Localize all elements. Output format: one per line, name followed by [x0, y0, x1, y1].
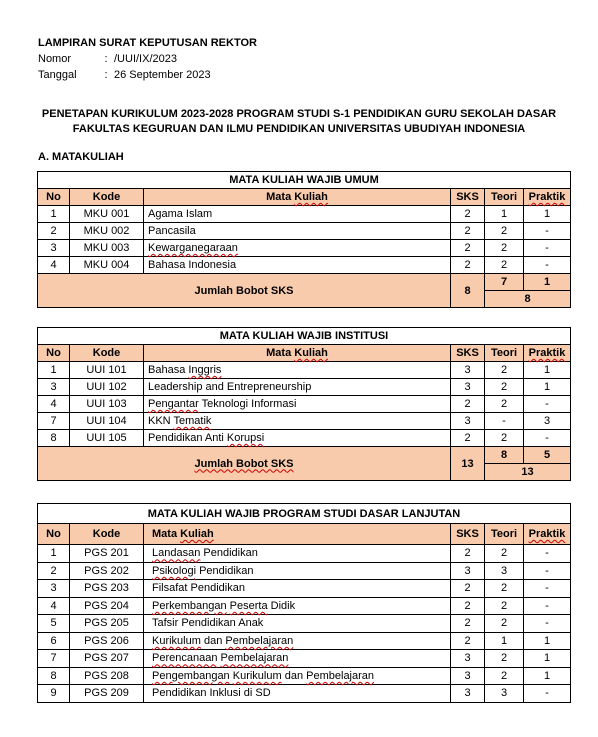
- cell-praktik: 1: [524, 362, 571, 379]
- cell-sks: 2: [451, 545, 485, 563]
- col-praktik-word: Praktik: [528, 347, 566, 359]
- cell-mata-kuliah: Agama Islam: [144, 206, 451, 223]
- cell-mata-kuliah: Pancasila: [144, 223, 451, 240]
- cell-sks: 3: [451, 667, 485, 685]
- cell-teori: 2: [485, 667, 524, 685]
- cell-sks: 3: [451, 562, 485, 580]
- cell-no: 7: [38, 413, 70, 430]
- table-wajib-institusi: [37, 327, 571, 481]
- col-mata-kuliah: Mata Kuliah: [144, 345, 451, 362]
- table-row: [38, 413, 571, 430]
- col-kode: Kode: [70, 524, 144, 545]
- cell-teori: 1: [485, 632, 524, 650]
- cell-mata-kuliah: Pengembangan Kurikulum dan Pembelajaran: [144, 667, 451, 685]
- cell-mata-kuliah: Bahasa Indonesia: [144, 257, 451, 274]
- cell-kode: UUI 103: [70, 396, 144, 413]
- col-praktik: [524, 524, 571, 545]
- cell-sks: 2: [451, 597, 485, 615]
- cell-kode: MKU 002: [70, 223, 144, 240]
- document-title: [0, 107, 598, 137]
- cell-teori: 2: [485, 615, 524, 633]
- cell-teori: 2: [485, 379, 524, 396]
- cell-praktik: -: [524, 240, 571, 257]
- total-combined: 8: [485, 291, 571, 308]
- cell-kode: PGS 203: [70, 580, 144, 598]
- col-mata-kuliah-word: Kuliah: [180, 528, 214, 540]
- cell-no: 4: [38, 257, 70, 274]
- cell-teori: 2: [485, 240, 524, 257]
- cell-teori: 2: [485, 545, 524, 563]
- cell-praktik: -: [524, 396, 571, 413]
- cell-praktik: -: [524, 615, 571, 633]
- tanggal-line: [38, 67, 257, 83]
- cell-teori: 2: [485, 580, 524, 598]
- table-row: [38, 650, 571, 668]
- cell-kode: PGS 201: [70, 545, 144, 563]
- table-row: [38, 362, 571, 379]
- cell-no: 8: [38, 667, 70, 685]
- cell-teori: 3: [485, 685, 524, 703]
- cell-teori: 2: [485, 362, 524, 379]
- cell-sks: 2: [451, 632, 485, 650]
- letter-title: LAMPIRAN SURAT KEPUTUSAN REKTOR: [38, 37, 257, 49]
- table-row: [38, 206, 571, 223]
- cell-teori: 2: [485, 257, 524, 274]
- nomor-colon: :: [104, 53, 108, 65]
- cell-kode: PGS 207: [70, 650, 144, 668]
- cell-sks: 3: [451, 379, 485, 396]
- cell-mata-kuliah: Pendidikan Anti Korupsi: [144, 430, 451, 447]
- table-title: MATA KULIAH WAJIB UMUM: [38, 172, 571, 189]
- cell-praktik: -: [524, 223, 571, 240]
- table-row: [38, 257, 571, 274]
- cell-mata-kuliah: Kewarganegaraan: [144, 240, 451, 257]
- cell-praktik: -: [524, 430, 571, 447]
- cell-praktik: 1: [524, 379, 571, 396]
- cell-kode: MKU 003: [70, 240, 144, 257]
- cell-teori: 2: [485, 223, 524, 240]
- cell-kode: MKU 004: [70, 257, 144, 274]
- cell-mata-kuliah: Leadership and Entrepreneurship: [144, 379, 451, 396]
- table-row: [38, 379, 571, 396]
- cell-kode: PGS 202: [70, 562, 144, 580]
- col-mata-kuliah-word: Kuliah: [294, 347, 328, 359]
- cell-sks: 3: [451, 362, 485, 379]
- cell-mata-kuliah: Tafsir Pendidikan Anak: [144, 615, 451, 633]
- cell-no: 5: [38, 615, 70, 633]
- cell-kode: PGS 205: [70, 615, 144, 633]
- cell-sks: 2: [451, 396, 485, 413]
- table-row: [38, 615, 571, 633]
- cell-mata-kuliah: KKN Tematik: [144, 413, 451, 430]
- letter-header: [38, 37, 257, 83]
- cell-no: 1: [38, 545, 70, 563]
- cell-praktik: -: [524, 562, 571, 580]
- cell-sks: 2: [451, 615, 485, 633]
- table-wajib-umum: [37, 171, 571, 308]
- cell-sks: 2: [451, 430, 485, 447]
- cell-praktik: 1: [524, 206, 571, 223]
- cell-sks: 2: [451, 580, 485, 598]
- cell-praktik: -: [524, 685, 571, 703]
- cell-no: 7: [38, 650, 70, 668]
- cell-mata-kuliah: Kurikulum dan Pembelajaran: [144, 632, 451, 650]
- total-label-text: Jumlah Bobot SKS: [194, 284, 294, 297]
- tanggal-value: 26 September 2023: [114, 69, 211, 81]
- cell-no: 6: [38, 632, 70, 650]
- cell-kode: UUI 101: [70, 362, 144, 379]
- cell-no: 3: [38, 379, 70, 396]
- col-kode: Kode: [70, 345, 144, 362]
- col-no: No: [38, 345, 70, 362]
- table-title: MATA KULIAH WAJIB PROGRAM STUDI DASAR LANJUTAN: [38, 504, 571, 524]
- col-praktik-word: Praktik: [528, 528, 566, 540]
- col-no: No: [38, 524, 70, 545]
- cell-praktik: 3: [524, 413, 571, 430]
- document-title-line-1: PENETAPAN KURIKULUM 2023-2028 PROGRAM STUDI S-1 PENDIDIKAN GURU SEKOLAH DASAR: [41, 108, 557, 120]
- total-sks: 13: [451, 447, 485, 481]
- cell-kode: UUI 104: [70, 413, 144, 430]
- cell-sks: 3: [451, 650, 485, 668]
- cell-praktik: 1: [524, 650, 571, 668]
- cell-kode: PGS 209: [70, 685, 144, 703]
- table-row: [38, 685, 571, 703]
- total-label: [38, 447, 451, 481]
- cell-mata-kuliah: Perkembangan Peserta Didik: [144, 597, 451, 615]
- cell-mata-kuliah: Perencanaan Pembelajaran: [144, 650, 451, 668]
- table-wajib-prodi: [37, 503, 571, 703]
- cell-no: 3: [38, 240, 70, 257]
- cell-mata-kuliah: Psikologi Pendidikan: [144, 562, 451, 580]
- table-row: [38, 597, 571, 615]
- cell-praktik: 1: [524, 632, 571, 650]
- col-praktik: [524, 189, 571, 206]
- cell-sks: 3: [451, 413, 485, 430]
- total-teori: 8: [485, 447, 524, 464]
- cell-sks: 2: [451, 223, 485, 240]
- cell-praktik: 1: [524, 667, 571, 685]
- col-sks: SKS: [451, 189, 485, 206]
- cell-mata-kuliah: Landasan Pendidikan: [144, 545, 451, 563]
- col-sks: SKS: [451, 345, 485, 362]
- nomor-value: /UUI/IX/2023: [114, 53, 177, 65]
- cell-no: 4: [38, 396, 70, 413]
- table-row: [38, 562, 571, 580]
- col-praktik: [524, 345, 571, 362]
- table-row: [38, 223, 571, 240]
- col-mata-kuliah: Mata Kuliah: [144, 189, 451, 206]
- cell-no: 1: [38, 362, 70, 379]
- table-row: [38, 545, 571, 563]
- section-heading: A. MATAKULIAH: [38, 151, 124, 163]
- cell-teori: 2: [485, 650, 524, 668]
- cell-kode: PGS 208: [70, 667, 144, 685]
- table-row: [38, 667, 571, 685]
- col-teori: Teori: [485, 345, 524, 362]
- table-row: [38, 430, 571, 447]
- cell-no: 1: [38, 206, 70, 223]
- cell-mata-kuliah: Pendidikan Inklusi di SD: [144, 685, 451, 703]
- cell-sks: 2: [451, 206, 485, 223]
- cell-no: 2: [38, 562, 70, 580]
- cell-sks: 2: [451, 240, 485, 257]
- cell-no: 9: [38, 685, 70, 703]
- cell-praktik: -: [524, 257, 571, 274]
- col-sks: SKS: [451, 524, 485, 545]
- cell-no: 8: [38, 430, 70, 447]
- cell-teori: 2: [485, 597, 524, 615]
- cell-praktik: -: [524, 545, 571, 563]
- col-kode: Kode: [70, 189, 144, 206]
- cell-sks: 2: [451, 257, 485, 274]
- nomor-line: [38, 51, 257, 67]
- cell-praktik: -: [524, 597, 571, 615]
- cell-teori: 2: [485, 430, 524, 447]
- col-teori: Teori: [485, 189, 524, 206]
- cell-mata-kuliah: Bahasa Inggris: [144, 362, 451, 379]
- cell-no: 3: [38, 580, 70, 598]
- total-sks: 8: [451, 274, 485, 308]
- col-mata-kuliah: Mata Kuliah: [144, 524, 451, 545]
- cell-kode: UUI 105: [70, 430, 144, 447]
- cell-no: 4: [38, 597, 70, 615]
- tanggal-colon: :: [104, 69, 108, 81]
- total-label-text: Jumlah Bobot SKS: [194, 457, 294, 470]
- cell-mata-kuliah: Filsafat Pendidikan: [144, 580, 451, 598]
- table-row: [38, 240, 571, 257]
- col-no: No: [38, 189, 70, 206]
- table-row: [38, 396, 571, 413]
- cell-sks: 3: [451, 685, 485, 703]
- cell-kode: PGS 204: [70, 597, 144, 615]
- cell-teori: 3: [485, 562, 524, 580]
- total-praktik: 5: [524, 447, 571, 464]
- cell-kode: PGS 206: [70, 632, 144, 650]
- cell-teori: 2: [485, 396, 524, 413]
- col-praktik-word: Praktik: [528, 191, 566, 203]
- tanggal-label: Tanggal: [38, 69, 77, 81]
- document-title-line-2: FAKULTAS KEGURUAN DAN ILMU PENDIDIKAN UNIVERSITAS UBUDIYAH INDONESIA: [72, 123, 526, 135]
- table-row: [38, 632, 571, 650]
- total-teori: 7: [485, 274, 524, 291]
- table-row: [38, 580, 571, 598]
- cell-praktik: -: [524, 580, 571, 598]
- cell-kode: MKU 001: [70, 206, 144, 223]
- cell-teori: -: [485, 413, 524, 430]
- table-title: MATA KULIAH WAJIB INSTITUSI: [38, 328, 571, 345]
- cell-teori: 1: [485, 206, 524, 223]
- total-praktik: 1: [524, 274, 571, 291]
- col-mata-kuliah-word: Kuliah: [294, 191, 328, 203]
- cell-mata-kuliah: Pengantar Teknologi Informasi: [144, 396, 451, 413]
- cell-kode: UUI 102: [70, 379, 144, 396]
- nomor-label: Nomor: [38, 53, 72, 65]
- total-label: [38, 274, 451, 308]
- col-teori: Teori: [485, 524, 524, 545]
- cell-no: 2: [38, 223, 70, 240]
- total-combined: 13: [485, 464, 571, 481]
